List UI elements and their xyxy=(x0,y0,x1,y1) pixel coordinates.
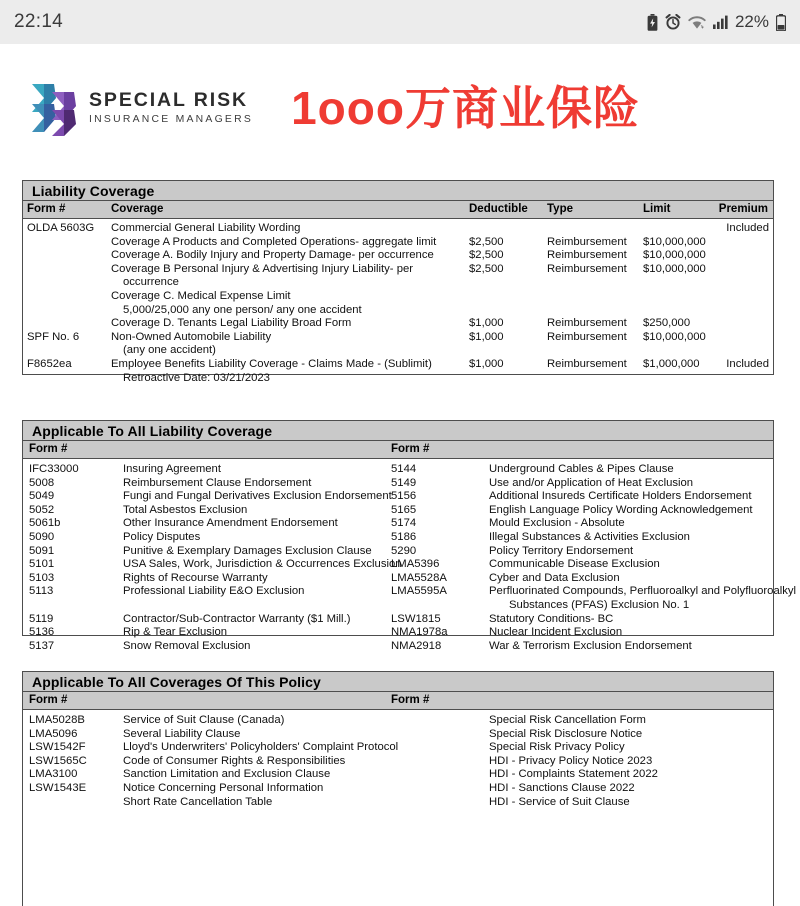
cell-description-left: Sanction Limitation and Exclusion Clause xyxy=(123,768,331,781)
cell-description-right: Cyber and Data Exclusion xyxy=(489,571,620,584)
cell-form-right: 5186 xyxy=(391,530,417,543)
cell-coverage: Retroactive Date: 03/21/2023 xyxy=(123,371,270,384)
cell-description-left: Rights of Recourse Warranty xyxy=(123,571,268,584)
cell-description-left: Service of Suit Clause (Canada) xyxy=(123,714,285,726)
cell-form-left: 5061b xyxy=(29,517,61,530)
liability-table-header xyxy=(23,201,773,219)
cell-limit: $1,000,000 xyxy=(643,357,700,370)
cell-description-right: Special Risk Disclosure Notice xyxy=(489,727,643,740)
cell-form-right: NMA2918 xyxy=(391,639,442,652)
cell-description-left: Snow Removal Exclusion xyxy=(123,639,251,652)
cell-form-left: LSW1565C xyxy=(29,754,87,767)
cell-description-left: Several Liability Clause xyxy=(123,727,241,740)
cell-form-left: IFC33000 xyxy=(29,463,79,475)
status-bar-icons xyxy=(647,12,786,32)
table-row xyxy=(23,504,773,518)
section-liability-coverage xyxy=(22,180,774,384)
cell-form-left: LMA3100 xyxy=(29,768,78,781)
cell-form-right: 5165 xyxy=(391,503,417,516)
cell-description-right: HDI - Privacy Policy Notice 2023 xyxy=(489,754,653,767)
cell-description-right: English Language Policy Wording Acknowledgement xyxy=(489,503,753,516)
cell-form-left: 5049 xyxy=(29,490,55,503)
table-row xyxy=(23,304,773,318)
cell-deductible: $1,000 xyxy=(469,357,504,370)
logo-text-block xyxy=(89,88,254,126)
column-header-form-left: Form # xyxy=(29,443,68,455)
cell-description-left: Fungi and Fungal Derivatives Exclusion Endorsement xyxy=(123,490,392,503)
liability-coverage-table xyxy=(22,201,774,384)
table-row xyxy=(23,728,773,742)
cell-form-left: 5101 xyxy=(29,558,55,571)
cell-description-right: HDI - Sanctions Clause 2022 xyxy=(489,781,635,794)
cell-deductible: $1,000 xyxy=(469,317,504,330)
table-row xyxy=(23,372,773,386)
wifi-icon xyxy=(688,15,706,30)
table-row xyxy=(23,463,773,477)
liability-table-body xyxy=(23,219,773,385)
column-header-limit: Limit xyxy=(643,203,671,215)
cell-coverage: (any one accident) xyxy=(123,344,216,357)
cell-form-left: 5091 xyxy=(29,544,55,557)
table-row xyxy=(23,236,773,250)
cell-description-left: Punitive & Exemplary Damages Exclusion Clause xyxy=(123,544,372,557)
cell-description-left: Professional Liability E&O Exclusion xyxy=(123,585,305,598)
table-row xyxy=(23,358,773,372)
table-row xyxy=(23,585,797,599)
table-row xyxy=(23,477,773,491)
document-header xyxy=(0,44,800,172)
cell-description-left: Lloyd's Underwriters' Policyholders' Complaint Protocol xyxy=(123,741,399,754)
cell-coverage: Coverage C. Medical Expense Limit xyxy=(111,289,291,302)
cell-description-right: Statutory Conditions- BC xyxy=(489,612,614,625)
cell-description-right: Nuclear Incident Exclusion xyxy=(489,626,623,639)
policy-document xyxy=(0,172,800,885)
cell-coverage: 5,000/25,000 any one person/ any one accident xyxy=(123,303,362,316)
cell-description-right: HDI - Service of Suit Clause xyxy=(489,795,630,808)
table-row xyxy=(23,796,773,810)
status-bar-clock: 22:14 xyxy=(14,11,64,32)
table-row xyxy=(23,317,773,331)
table-row xyxy=(23,276,773,290)
cell-form-left: 5113 xyxy=(29,585,54,598)
all-policy-forms-table xyxy=(22,692,774,906)
column-header-type: Type xyxy=(547,203,573,215)
table-row xyxy=(23,755,773,769)
cell-form-right: LSW1815 xyxy=(391,612,441,625)
cell-limit: $10,000,000 xyxy=(643,249,706,262)
column-header-form-right: Form # xyxy=(391,694,430,706)
cell-description-right: Use and/or Application of Heat Exclusion xyxy=(489,476,694,489)
cell-description-right: Substances (PFAS) Exclusion No. 1 xyxy=(509,598,690,611)
column-header-form-right: Form # xyxy=(391,443,430,455)
cell-coverage: Coverage A Products and Completed Operations- aggregate limit xyxy=(111,235,437,248)
headline-chinese: 1ooo万商业保险 xyxy=(291,82,640,134)
cell-limit: $10,000,000 xyxy=(643,262,706,275)
cell-form-right: 5144 xyxy=(391,463,417,475)
cell-form-left: LSW1543E xyxy=(29,781,87,794)
column-header-form-left: Form # xyxy=(29,694,68,706)
cell-coverage: Coverage D. Tenants Legal Liability Broad Form xyxy=(111,317,352,330)
cell-form-right: LMA5396 xyxy=(391,558,440,571)
cell-description-right: Mould Exclusion - Absolute xyxy=(489,517,625,530)
all-liability-table-body xyxy=(23,459,797,653)
cell-type: Reimbursement xyxy=(547,317,627,330)
cell-description-left: Rip & Tear Exclusion xyxy=(123,626,228,639)
alarm-icon xyxy=(665,14,681,30)
cell-form-right: NMA1978a xyxy=(391,626,448,639)
cell-description-right: Special Risk Cancellation Form xyxy=(489,714,646,726)
table-row xyxy=(23,331,773,345)
cell-deductible: $1,000 xyxy=(469,330,504,343)
section-title-all-liability: Applicable To All Liability Coverage xyxy=(22,420,774,441)
cell-form-right: LMA5528A xyxy=(391,571,447,584)
table-row xyxy=(23,626,773,640)
cell-form-right: 5149 xyxy=(391,476,417,489)
cell-type: Reimbursement xyxy=(547,235,627,248)
cell-description-left: Notice Concerning Personal Information xyxy=(123,781,324,794)
cell-type: Reimbursement xyxy=(547,249,627,262)
cell-coverage: Non-Owned Automobile Liability xyxy=(111,330,272,343)
cell-description-right: War & Terrorism Exclusion Endorsement xyxy=(489,639,692,652)
cell-description-left: Code of Consumer Rights & Responsibilities xyxy=(123,754,346,767)
cell-limit: $10,000,000 xyxy=(643,235,706,248)
all-liability-forms-table xyxy=(22,441,797,652)
all-policy-table-header xyxy=(23,692,773,710)
cell-form: F8652ea xyxy=(27,357,72,370)
battery-icon xyxy=(776,14,786,31)
section-applicable-all-policy xyxy=(22,671,774,906)
cell-form-right: 5290 xyxy=(391,544,417,557)
battery-percent-label: 22% xyxy=(734,12,769,31)
cell-description-right: Communicable Disease Exclusion xyxy=(489,558,660,571)
cell-form-left: 5008 xyxy=(29,476,55,489)
cell-coverage: Employee Benefits Liability Coverage - Claims Made - (Sublimit) xyxy=(111,357,432,370)
cell-premium: Included xyxy=(726,222,769,234)
cell-description-left: Total Asbestos Exclusion xyxy=(123,503,248,516)
cell-form: OLDA 5603G xyxy=(27,222,95,234)
cell-deductible: $2,500 xyxy=(469,262,504,275)
table-row xyxy=(23,782,773,796)
cell-description-right: Illegal Substances & Activities Exclusion xyxy=(489,530,690,543)
table-row xyxy=(23,290,773,304)
chevron-logo-icon xyxy=(30,80,78,136)
cell-description-right: Special Risk Privacy Policy xyxy=(489,741,625,754)
cell-description-right: Underground Cables & Pipes Clause xyxy=(489,463,674,475)
cell-form-left: 5137 xyxy=(29,639,55,652)
table-row xyxy=(23,640,773,654)
logo-subtitle: INSURANCE MANAGERS xyxy=(89,114,254,126)
cell-description-left: USA Sales, Work, Jurisdiction & Occurrences Exclusion xyxy=(123,558,402,571)
cell-form-right: 5174 xyxy=(391,517,417,530)
table-row xyxy=(23,768,773,782)
column-header-coverage: Coverage xyxy=(111,203,164,215)
cell-description-left: Insuring Agreement xyxy=(123,463,221,475)
section-title-liability: Liability Coverage xyxy=(22,180,774,201)
cell-description-left: Other Insurance Amendment Endorsement xyxy=(123,517,338,530)
cell-coverage: Coverage B Personal Injury & Advertising Injury Liability- per xyxy=(111,262,414,275)
cell-form-left: 5052 xyxy=(29,503,55,516)
cell-form-left: 5090 xyxy=(29,530,55,543)
cell-type: Reimbursement xyxy=(547,330,627,343)
cell-description-left: Short Rate Cancellation Table xyxy=(123,795,273,808)
cell-deductible: $2,500 xyxy=(469,235,504,248)
logo-title: SPECIAL RISK xyxy=(89,88,248,111)
cell-limit: $10,000,000 xyxy=(643,330,706,343)
status-bar xyxy=(0,0,800,44)
cell-premium: Included xyxy=(726,357,769,370)
cell-coverage: occurrence xyxy=(123,276,179,289)
cell-limit: $250,000 xyxy=(643,317,691,330)
section-applicable-all-liability xyxy=(22,420,797,652)
cell-form-left: 5103 xyxy=(29,571,55,584)
battery-saver-icon xyxy=(647,14,658,31)
cell-form-left: 5119 xyxy=(29,612,54,625)
table-row xyxy=(23,545,773,559)
cell-type: Reimbursement xyxy=(547,357,627,370)
cell-description-left: Policy Disputes xyxy=(123,530,201,543)
column-header-deductible: Deductible xyxy=(469,203,528,215)
table-row xyxy=(23,249,773,263)
cell-description-left: Contractor/Sub-Contractor Warranty ($1 Mill.) xyxy=(123,612,351,625)
cell-form: SPF No. 6 xyxy=(27,330,80,343)
cell-form-right: 5156 xyxy=(391,490,417,503)
all-policy-table-body xyxy=(23,710,773,809)
cell-form-left: LMA5028B xyxy=(29,714,85,726)
table-row xyxy=(23,572,773,586)
cell-type: Reimbursement xyxy=(547,262,627,275)
section-title-all-policy: Applicable To All Coverages Of This Policy xyxy=(22,671,774,692)
table-row xyxy=(23,613,773,627)
cell-coverage: Commercial General Liability Wording xyxy=(111,222,301,234)
cell-description-right: Additional Insureds Certificate Holders Endorsement xyxy=(489,490,752,503)
table-row xyxy=(23,741,773,755)
cell-description-right: Perfluorinated Compounds, Perfluoroalkyl and Polyfluoroalkyl xyxy=(489,585,797,598)
table-row xyxy=(23,263,773,277)
cellular-signal-icon xyxy=(713,15,728,29)
cell-form-left: 5136 xyxy=(29,626,55,639)
special-risk-logo xyxy=(30,80,253,136)
cell-form-left: LSW1542F xyxy=(29,741,86,754)
cell-form-right: LMA5595A xyxy=(391,585,447,598)
table-row xyxy=(23,222,773,236)
table-row xyxy=(23,344,773,358)
table-row xyxy=(23,599,773,613)
cell-form-left: LMA5096 xyxy=(29,727,78,740)
column-header-form: Form # xyxy=(27,203,66,215)
all-liability-table-header xyxy=(23,441,773,459)
cell-description-right: Policy Territory Endorsement xyxy=(489,544,634,557)
table-row xyxy=(23,517,773,531)
cell-description-right: HDI - Complaints Statement 2022 xyxy=(489,768,658,781)
table-row xyxy=(23,490,773,504)
table-row xyxy=(23,714,773,728)
cell-deductible: $2,500 xyxy=(469,249,504,262)
table-row xyxy=(23,558,773,572)
column-header-premium: Premium xyxy=(718,203,768,215)
cell-description-left: Reimbursement Clause Endorsement xyxy=(123,476,312,489)
table-row xyxy=(23,531,773,545)
cell-coverage: Coverage A. Bodily Injury and Property Damage- per occurrence xyxy=(111,249,434,262)
